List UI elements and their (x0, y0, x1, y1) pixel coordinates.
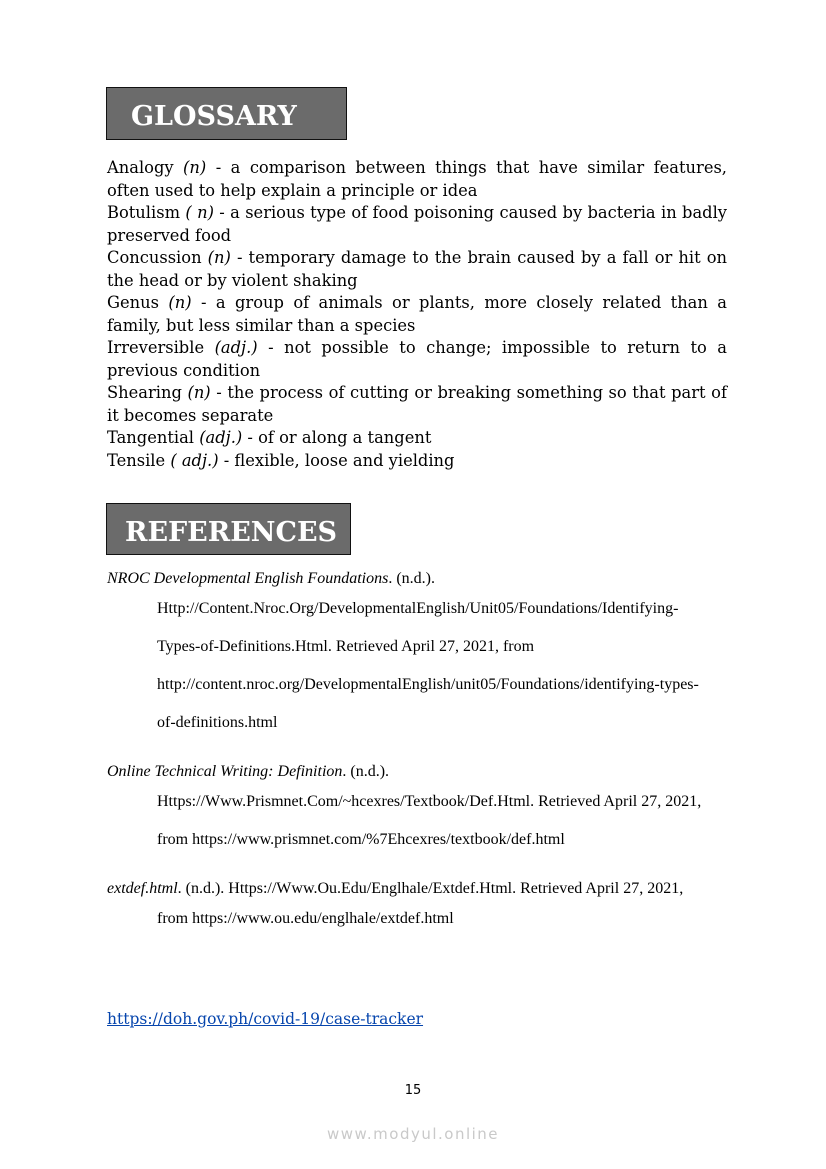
reference-item (107, 761, 727, 859)
reference-title: Online Technical Writing: Definition (107, 763, 343, 780)
glossary-entry: Irreversible (adj.) - not possible to change; impossible to return to a previous condition (107, 338, 727, 380)
reference-date: . (n.d.). (342, 763, 390, 780)
glossary-entry: Shearing (n) - the process of cutting or breaking something so that part of it becomes separate (107, 383, 727, 425)
reference-title: extdef.html (107, 880, 178, 897)
references-heading: REFERENCES (106, 503, 351, 555)
reference-line: Types-of-Definitions.Html. Retrieved April 27, 2021, from (157, 638, 535, 655)
glossary-term: Genus (107, 293, 159, 312)
reference-heading-line (107, 568, 727, 590)
part-of-speech: (adj.) (199, 428, 243, 447)
glossary-entry: Botulism ( n) - a serious type of food poisoning caused by bacteria in badly preserved food (107, 203, 727, 245)
glossary-entry: Tensile ( adj.) - flexible, loose and yielding (107, 450, 455, 470)
reference-item (107, 878, 727, 938)
reference-list (107, 568, 727, 957)
glossary-term: Botulism (107, 203, 181, 222)
reference-date: . (n.d.). Https://Www.Ou.Edu/Englhale/Extdef.Html. Retrieved April 27, 2021, (177, 880, 684, 897)
part-of-speech: (n) (183, 158, 207, 177)
part-of-speech: ( adj.) (170, 450, 219, 470)
part-of-speech: ( n) (185, 203, 214, 222)
glossary-term: Irreversible (107, 338, 205, 357)
glossary-term: Shearing (107, 383, 182, 402)
case-tracker-link[interactable]: https://doh.gov.ph/covid-19/case-tracker (107, 1010, 424, 1028)
glossary-definition: not possible to change; impossible to return to a previous condition (107, 338, 727, 380)
glossary-definition: of or along a tangent (258, 428, 432, 447)
part-of-speech: (n) (207, 248, 231, 267)
glossary-term: Concussion (107, 248, 202, 267)
glossary-entry: Genus (n) - a group of animals or plants, more closely related than a family, but less similar than a species (107, 293, 727, 335)
glossary-definition: temporary damage to the brain caused by a fall or hit on the head or by violent shaking (107, 248, 727, 290)
reference-line: from https://www.ou.edu/englhale/extdef.html (157, 910, 454, 927)
reference-line: of-definitions.html (157, 714, 278, 731)
reference-line: from https://www.prismnet.com/%7Ehcexres/textbook/def.html (157, 831, 565, 848)
glossary-definition: the process of cutting or breaking something so that part of it becomes separate (107, 383, 727, 425)
glossary-heading: GLOSSARY (106, 87, 347, 140)
glossary-entry: Concussion (n) - temporary damage to the brain caused by a fall or hit on the head or by violent shaking (107, 248, 727, 290)
reference-line: Https://Www.Prismnet.Com/~hcexres/Textbook/Def.Html. Retrieved April 27, 2021, (157, 793, 702, 810)
glossary-list (107, 157, 727, 472)
glossary-entry: Analogy (n) - a comparison between things that have similar features, often used to help explain a principle or idea (107, 158, 727, 200)
reference-item (107, 568, 727, 742)
reference-title: NROC Developmental English Foundations (107, 570, 389, 587)
glossary-term: Analogy (107, 158, 174, 177)
glossary-definition: a group of animals or plants, more closely related than a family, but less similar than a species (107, 293, 727, 335)
reference-date: . (n.d.). (388, 570, 435, 587)
part-of-speech: (n) (168, 293, 192, 312)
glossary-entry: Tangential (adj.) - of or along a tangent (107, 428, 432, 447)
page-number: 15 (404, 1083, 422, 1098)
reference-line: Http://Content.Nroc.Org/DevelopmentalEnglish/Unit05/Foundations/Identifying- (157, 600, 679, 617)
glossary-definition: flexible, loose and yielding (234, 450, 455, 470)
part-of-speech: (adj.) (214, 338, 258, 357)
glossary-definition: a serious type of food poisoning caused by bacteria in badly preserved food (107, 203, 727, 245)
reference-heading-line (107, 761, 727, 783)
glossary-term: Tensile (107, 450, 166, 470)
glossary-term: Tangential (107, 428, 194, 447)
reference-heading-line (107, 878, 727, 900)
reference-line: http://content.nroc.org/DevelopmentalEnglish/unit05/Foundations/identifying-types- (157, 676, 699, 693)
part-of-speech: (n) (187, 383, 211, 402)
glossary-definition: a comparison between things that have similar features, often used to help explain a principle or idea (107, 158, 727, 200)
watermark: www.modyul.online (326, 1125, 500, 1143)
